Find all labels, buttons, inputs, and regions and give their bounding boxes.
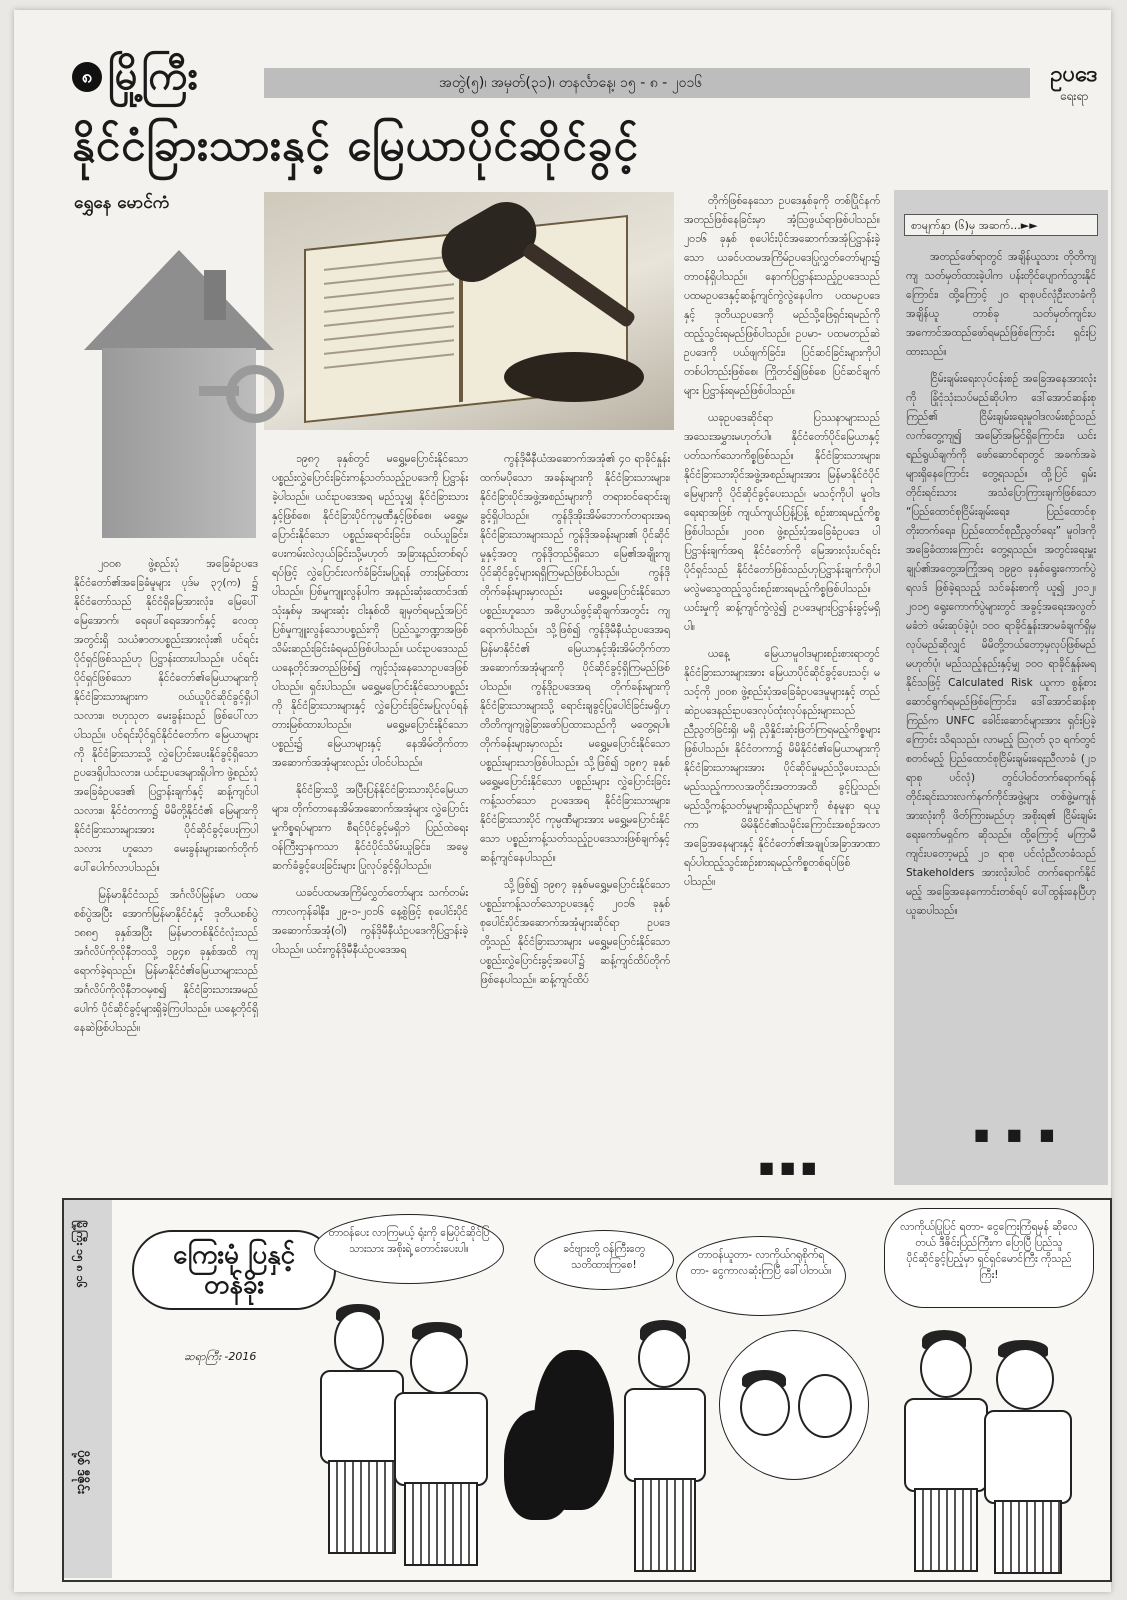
masthead-logo: မြို့ကြီး xyxy=(108,52,196,99)
paragraph: သို့ဖြစ်၍ ၁၉၈၇ ခုနှစ်မရွှေ့မပြောင်းနိုင်သော ပစ္စည်းကန့်သတ်သောဥပဒေနှင့် ၂၀၁၆ ခုနှစ် စုပေါင်းပိုင်အဆောက်အအုံများဆိုင်ရာ ဥပဒေတို့သည် နိုင်ငံခြားသားများ မရွှေ့မပြောင်းနိုင်သော ပစ္စည်းလွှဲပြောင်းခွင့်အပေါ်၌ ဆန့်ကျင်ထိပ်တိုက်ဖြစ်နေပါသည်။ ဆန့်ကျင်ထိပ် xyxy=(480,879,670,986)
cartoon-date: မြို့ကြီး ၁၅ ၈ ၁၆ xyxy=(74,1220,87,1288)
cartoon-artist: ပို့စ် ဒီဇိုင်း xyxy=(74,1450,89,1495)
gavel-book-photo xyxy=(264,192,674,430)
sidebar-end-mark: ■ ■ ■ xyxy=(974,1125,1061,1144)
paragraph: မြန်မာနိုင်ငံသည် အင်္ဂလိပ်မြန်မာ ပထမစစ်ပွဲအပြီး အောက်မြန်မာနိုင်ငံနှင့် ဒုတိယစစ်ပွဲ ၁၈၈၅ ခုနှစ်အပြီး မြန်မာတစ်နိုင်ငံလုံးသည် အင်္ဂလိပ်ကိုလိုနီဘဝသို့ ၁၉၄၈ ခုနှစ်အထိ ကျရောက်ခဲ့ရသည်။ မြန်မာနိုင်ငံ၏မြေယာများသည် အင်္ဂလိပ်ကိုလိုနီဘဝမှစ၍ နိုင်ငံခြားသားအမည်ပေါက် ပိုင်ဆိုင်ခွင့်များရှိခဲ့ကြပါသည်။ ယနေ့တိုင်ရှိနေဆဲဖြစ်ပါသည်။ xyxy=(74,889,258,1034)
article-column-1 xyxy=(74,555,258,1183)
article-end-mark: ■■■ xyxy=(759,1158,823,1177)
article-byline: ရွှေနေ မောင်ကံ xyxy=(74,193,170,213)
section-tag xyxy=(1039,62,1109,106)
sidebar-continued-article xyxy=(894,190,1108,1185)
paragraph: ယခုဥပဒေဆိုင်ရာ ပြဿနာများသည် အသေးအမွှားမဟုတ်ပါ။ နိုင်ငံတော်ပိုင်မြေယာနှင့်ပတ်သက်သောကိစ္စဖြစ်သည်။ နိုင်ငံခြားသားများ၊ နိုင်ငံခြားသားပိုင်အဖွဲ့အစည်းများအား မြန်မာနိုင်ငံပိုင်မြေများကို ပိုင်ဆိုင်ခွင့်ပေးသည်၊ မသင့်ကိုပါ မူဝါဒရေးရာအဖြစ် ကျယ်ကျယ်ပြန့်ပြန့် စဉ်းစားရမည့်ကိစ္စဖြစ်ပါသည်။ ၂၀၀၈ ဖွဲ့စည်းပုံအခြေခံဥပဒေ ပါ ပြဋ္ဌာန်းချက်အရ နိုင်ငံတော်ကို မြေအားလုံးပင်ရင်းပိုင်ရှင်သည် နိုင်ငံတော်ဖြစ်သည်ဟုပြဋ္ဌာန်းချက်ကိုပါ မလွဲမသွေထည့်သွင်းစဉ်းစားရမည့်ကိစ္စဖြစ်ပါသည်။ ယင်းမှုကို ဆန့်ကျင်ကွဲလွဲ၍ ဥပဒေများပြဋ္ဌာန်းခွင့်မရှိပါ။ xyxy=(684,412,880,633)
speech-bubble-4: လာကိုယ်ပြုပြင် ရတာ- ငွေကြေးကြံရမှန် ဆိုလေတယ် ဒီဇိုင်းပြည်ကြီးက ပြောပြီ ပြည်သူ ပိုင်ဆိုင်ခွင့်ပြည့်မှာ ရှင်ရှင်မောင်ကြီး ကိုသည်ကြီး! xyxy=(884,1208,1094,1308)
article-column-2 xyxy=(272,450,468,1183)
paragraph: ငြိမ်းချမ်းရေးလုပ်ငန်းစဉ် အခြေအနေအားလုံးကို ခြုံငုံသုံးသပ်မည်ဆိုပါက ဒေါ်အောင်ဆန်းစုကြည်၏ ငြိမ်းချမ်းရေးမူဝါဒလမ်းစဉ်သည် လက်တွေ့ကျ၍ အမြော်အမြင်ရှိကြောင်း၊ ယင်းရည်ရွယ်ချက်ကို ဖော်ဆောင်ရာတွင် အခက်အခဲများရှိနေကြောင်း တွေ့ရသည်။ ထို့ပြင် ရှမ်းတိုင်းရင်းသား အသံပြောကြားချက်ဖြစ်သော “ပြည်ထောင်စုငြိမ်းချမ်းရေး၊ ပြည်ထောင်စုတိုးတက်ရေး၊ ပြည်ထောင်စုညီညွတ်ရေး” မူဝါဒကို အခြေခံထားကြောင်း တွေ့ရသည်။ အတွင်းရေးမှူးချုပ်၏အတွေ့အကြုံအရ ၁၉၉၀ ခုနှစ်ရွေးကောက်ပွဲရလဒ် ဖြစ်ခဲ့ရသည့် သင်ခန်းစာကို ယူ၍ ၂၀၁၂၊ ၂၀၁၅ ရွေးကောက်ပွဲများတွင် အခွင့်အရေးအလွတ်မခံဘဲ ဖမ်းဆုပ်ခဲ့ပုံ၊ ၁၀၀ ရာခိုင်နှုန်းအာမခံချက်ရှိမှ လုပ်မည်ဆိုလျှင် မိမိတို့ဘယ်တော့မှလုပ်ဖြစ်မည်မဟုတ်ပုံ၊ မည်သည့်နည်းနှင့်မျှ ၁၀၀ ရာခိုင်နှုန်းမရနိုင်သဖြင့် Calculated Risk ယူကာ စွန့်စားဆောင်ရွက်ရမည်ဖြစ်ကြောင်း၊ ဒေါ်အောင်ဆန်းစုကြည်က UNFC ခေါင်းဆောင်များအား ရှင်းပြခဲ့ကြောင်း သိရသည်။ လာမည့် ဩဂုတ် ၃၁ ရက်တွင် စတင်မည့် ပြည်ထောင်စုငြိမ်းချမ်းရေးညီလာခံ (၂၁ ရာစု ပင်လုံ) တွင်ပါဝင်တက်ရောက်ရန် တိုင်းရင်းသားလက်နက်ကိုင်အဖွဲ့များ တစ်ဖွဲ့မကျန်အားလုံးကို ဖိတ်ကြားမည်ဟု အစိုးရ၏ ငြိမ်းချမ်းရေးကော်မရှင်က ဆိုသည်။ ထို့ကြောင့် မကြာမီ ကျင်းပတော့မည့် ၂၁ ရာစု ပင်လုံညီလာခံသည် Stakeholders အားလုံးပါဝင် တက်ရောက်နိုင်မည့် အခြေအနေကောင်းတစ်ရပ် ပေါ်ထွန်းနေပြီဟု ယူဆပါသည်။ xyxy=(906,373,1096,917)
sidebar-text xyxy=(906,248,1096,1148)
section-subtitle: ရေးရာ xyxy=(1059,89,1089,103)
speech-bubble-3: တာဝန်ယူတာ- လာကိုယ်ဂရုစိုက်ရတာ- ငွေကာလဆုံးကြပြီ ခေါ်ပါတယ်။ xyxy=(676,1236,846,1316)
speech-bubble-1: တာဝန်ပေး လာကြမယ့် ရုံးကို မြေပိုင်ဆိုင်ပြသားသား အစိုးရဲ့ တောင်းပေးပါ။ xyxy=(314,1214,504,1284)
cartoon-title: ကြေးမုံ ပြနှင့် တန်ခိုး xyxy=(132,1230,336,1310)
paragraph: ၁၉၈၇ ခုနှစ်တွင် မရွှေ့မပြောင်းနိုင်သော ပစ္စည်းလွှဲပြောင်းခြင်းကန့်သတ်သည့်ဥပဒေကို ပြဋ္ဌာန်းခဲ့ပါသည်။ ယင်းဥပဒေအရ မည်သူမျှ နိုင်ငံခြားသားနှင့်ဖြစ်စေ၊ နိုင်ငံခြားပိုင်ကုမ္ပဏီနှင့်ဖြစ်စေ၊ မရွှေ့မပြောင်းနိုင်သော ပစ္စည်းရောင်းခြင်း၊ ဝယ်ယူခြင်း၊ ပေးကမ်းလဲလှယ်ခြင်းသို့မဟုတ် အခြားနည်းတစ်ရပ်ရပ်ဖြင့် လွှဲပြောင်းလက်ခံခြင်းမပြုရန် တားမြစ်ထားပါသည်။ ပြစ်မှုကျူးလွန်ပါက အနည်းဆုံးထောင်ဒဏ် သုံးနှစ်မှ အများဆုံး ငါးနှစ်ထိ ချမှတ်ရမည့်အပြင် ပြစ်မှုကျူးလွန်သောပစ္စည်းကို ပြည်သူ့ဘဏ္ဍာအဖြစ် သိမ်းဆည်းခြင်းခံရမည်ဖြစ်ပါသည်။ ယင်းဥပဒေသည် ယနေ့တိုင်အတည်ဖြစ်၍ ကျင့်သုံးနေသောဥပဒေဖြစ်ပါသည်။ ရှင်းပါသည်။ မရွှေ့မပြောင်းနိုင်သောပစ္စည်းကို နိုင်ငံခြားသားများနှင့် လွှဲပြောင်းခြင်းမပြုလုပ်ရန် တားမြစ်ထားပါသည်။ မရွှေ့မပြောင်းနိုင်သော ပစ္စည်း၌ မြေယာများနှင့် နေအိမ်တိုက်တာအဆောက်အအုံများလည်း ပါဝင်ပါသည်။ xyxy=(272,453,468,769)
speech-bubble-2: ခင်ဗျားတို့ ဝန်ကြီးတွေ သတိထားကြစေ! xyxy=(534,1230,674,1290)
paragraph: တိုက်ဖြစ်နေသော ဥပဒေနှစ်ခုကို တစ်ပြိုင်နက်အတည်ဖြစ်နေခြင်းမှာ အံ့သြဖွယ်ရာဖြစ်ပါသည်။ ၂၀၁၆ ခုနှစ် စုပေါင်းပိုင်အဆောက်အအုံပြဋ္ဌာန်းခဲ့သော ယခင်ပထမအကြိမ်ဥပဒေပြုလွှတ်တော်များ၌ တာဝန်ရှိပါသည်။ နောက်ပြဋ္ဌာန်းသည့်ဥပဒေသည် ပထမဥပဒေနှင့်ဆန့်ကျင်ကွဲလွဲနေပါက ပထမဥပဒေနှင့် ဒုတိယဥပဒေကို မည်သို့ဖြေရှင်းရမည်ကို ထည့်သွင်းရမည်ဖြစ်ပါသည်။ ဥပမာ- ပထမတည်ဆဲဥပဒေကို ပယ်ဖျက်ခြင်း၊ ပြင်ဆင်ခြင်းများကိုပါ တစ်ပါတည်းဖြစ်စေ၊ ကြိုတင်၍ဖြစ်စေ ပြင်ဆင်ချက်များ ပြဋ္ဌာန်းရမည်ဖြစ်ပါသည်။ xyxy=(684,195,880,397)
paragraph: ယနေ့ မြေယာမူဝါဒများစဉ်းစားရာတွင် နိုင်ငံခြားသားများအား မြေယာပိုင်ဆိုင်ခွင့်ပေးသင့်၊ မသင့်ကို ၂၀၀၈ ဖွဲ့စည်းပုံအခြေခံဥပဒေမူများနှင့် တည်ဆဲဥပဒေနည်းဥပဒေလုပ်ထုံးလုပ်နည်းများသည် ညီညွတ်ခြင်းရှိ၊ မရှိ ညှိနှိုင်းဆုံးဖြတ်ကြရမည့်ကိစ္စများဖြစ်ပါသည်။ နိုင်ငံတကာ၌ မိမိနိုင်ငံ၏မြေယာများကို နိုင်ငံခြားသားများအား ပိုင်ဆိုင်မှုမည်သို့ပေးသည်၊ မည်သည့်ကာလအတိုင်းအတာအထိ ခွင့်ပြုသည်၊ မည်သို့ကန့်သတ်မှုများရှိသည်များကို စံနမူနာ ရယူကာ မိမိနိုင်ငံ၏သမိုင်းကြောင်းအစဉ်အလာအခြေအနေများနှင့် နိုင်ငံတော်၏အချုပ်အခြာအာဏာရပ်ပါထည့်သွင်းစဉ်းစားရမည့်ကိစ္စတစ်ရပ်ဖြစ်ပါသည်။ xyxy=(684,648,880,888)
newspaper-page xyxy=(14,10,1111,1592)
paragraph: အတည်ဖော်ရာတွင် အချိန်ယူသား တိုတိကျကျ သတ်မှတ်ထားခဲ့ပါက ပန်းတိုင်ပျောက်သွားနိုင်ကြောင်း၊ ထို့ကြောင့် ၂၀ ရာစုပင်လုံဦးလာခံကို အချိန်ယူ တာစ်ခု သတ်မှတ်ကျင်းပအကောင်အထည်ဖော်ရမည်ဖြစ်ကြောင်း ရှင်းပြထားသည်။ xyxy=(906,251,1096,358)
date-bar xyxy=(264,68,1030,98)
continued-from-label: စာမျက်နှာ (၆)မှ အဆက်...►► xyxy=(904,214,1098,236)
section-title: ဥပဒေ xyxy=(1050,62,1098,87)
article-column-4 xyxy=(684,192,880,1164)
page-number: ၈ xyxy=(72,62,102,92)
article-headline: နိုင်ငံခြားသားနှင့် မြေယာပိုင်ဆိုင်ခွင့် xyxy=(72,120,639,171)
date-line: အတွဲ(၅)၊ အမှတ်(၃၁)၊ တနင်္လာနေ့၊ ၁၅ - ၈ - ၂၀၁၆ xyxy=(439,75,703,91)
article-column-3 xyxy=(480,450,670,1183)
cartoon-strip xyxy=(62,1198,1112,1582)
cartoonist-signature: ဆရာကြီး -2016 xyxy=(184,1350,257,1363)
paragraph: ယခင်ပထမအကြိမ်လွှတ်တော်များ သက်တမ်းကာလကုန်ခါနီး၊ ၂၉-၁-၂၀၁၆ နေ့စွဲဖြင့် စုပေါင်းပိုင်အဆောက်အအုံ(ဝါ) ကွန်ဒိုမီနီယံဥပဒေကိုပြဋ္ဌာန်းခဲ့ပါသည်။ ယင်းကွန်ဒိုမီနီယံဥပဒေအရ xyxy=(272,887,468,956)
paragraph: နိုင်ငံခြားသို့ အပြီးပြန်နိုင်ငံခြားသားပိုင်မြေယာများ၊ တိုက်တာနေအိမ်အဆောက်အအုံများ လွှဲပြောင်းမှုကိစ္စရပ်များက စီရင်ပိုင်ခွင့်မရှိဘဲ ပြည်ထဲရေးဝန်ကြီးဌာနကသာ နိုင်ငံပိုင်သိမ်းယူခြင်း၊ အမွေဆက်ခံခွင့်ပေးခြင်းများ ပြုလုပ်ခွင့်ရှိပါသည်။ xyxy=(272,784,468,872)
key-icon xyxy=(226,365,284,423)
paragraph: ၂၀၀၈ ဖွဲ့စည်းပုံ အခြေခံဥပဒေ နိုင်ငံတော်၏အခြေခံမူများ ပုဒ်မ ၃၇(က) ၌ နိုင်ငံတော်သည် နိုင်ငံရှိမြေအားလုံး၊ မြေပေါ်မြေအောက်၊ ရေပေါ်ရေအောက်နှင့် လေထုအတွင်းရှိ သယံဇာတပစ္စည်းအားလုံး၏ ပင်ရင်းပိုင်ရှင်ဖြစ်သည်ဟု ပြဋ္ဌာန်းထားပါသည်။ ပင်ရင်းပိုင်ရှင်ဖြစ်သော နိုင်ငံတော်၏မြေယာများကို နိုင်ငံခြားသားများက ဝယ်ယူပိုင်ဆိုင်ခွင့်ရှိပါသလား။ ဗဟုသုတ မေးခွန်းသည် ဖြစ်ပေါ်လာပါသည်။ ပင်ရင်းပိုင်ရှင်နိုင်ငံတော်က မြေယာများကို နိုင်ငံခြားသားသို့ လွှဲပြောင်းပေးနိုင်ခွင့်ရှိသော ဥပဒေရှိပါသလား။ ယင်းဥပဒေများရှိပါက ဖွဲ့စည်းပုံအခြေခံဥပဒေ၏ ပြဋ္ဌာန်းချက်နှင့် ဆန့်ကျင်ပါသလား။ နိုင်ငံတကာ၌ မိမိတို့နိုင်ငံ၏ မြေများကို နိုင်ငံခြားသားများအား ပိုင်ဆိုင်ခွင့်ပေးကြပါသလား ဟူသော မေးခွန်းများဆက်တိုက်ပေါ်ပေါက်လာပါသည်။ xyxy=(74,558,258,874)
money-bag-icon xyxy=(504,1410,574,1520)
cartoon-side-strip xyxy=(64,1200,112,1578)
paragraph: ကွန်ဒိုမီနီယံအဆောက်အအုံ၏ ၄၀ ရာခိုင်နှုန်းထက်မပိုသော အခန်းများကို နိုင်ငံခြားသားများ၊ နိုင်ငံခြားပိုင်အဖွဲ့အစည်းများကို တရားဝင်ရောင်းချခွင့်ရှိပါသည်။ ကွန်ဒိုအိုးအိမ်ဘောက်တရားအရ နိုင်ငံခြားသားများသည် ကွန်ဒိုအခန်းများ၏ ပိုင်ဆိုင်မှုနှင့်အတူ ကွန်ဒိုတည်ရှိသော မြေ၏အချိုးကျပိုင်ဆိုင်ခွင့်များရရှိကြမည်ဖြစ်ပါသည်။ ကွန်ဒိုတိုက်ခန်းများမှာလည်း မရွှေ့မပြောင်းနိုင်သော ပစ္စည်းဟူသော အဓိပ္ပာယ်ဖွင့်ဆိုချက်အတွင်း ကျရောက်ပါသည်။ သို့ဖြစ်၍ ကွန်ဒိုမီနီယံဥပဒေအရ မြန်မာနိုင်ငံ၏ မြေယာနှင့်အိုးအိမ်တိုက်တာအဆောက်အအုံများကို ပိုင်ဆိုင်ခွင့်ရှိကြမည်ဖြစ်ပါသည်။ ကွန်ဒိုဥပဒေအရ တိုက်ခန်းများကို နိုင်ငံခြားသားများသို့ ရောင်းချခွင့်ပြုပေါင်ခြင်းမရှိဟု တိတိကျကျခွဲခြားဖော်ပြထားသည်ကို မတွေ့ရပါ။ တိုက်ခန်းများမှာလည်း မရွှေ့မပြောင်းနိုင်သော ပစ္စည်းများသာဖြစ်ပါသည်။ သို့ဖြစ်၍ ၁၉၈၇ ခုနှစ် မရွှေ့မပြောင်းနိုင်သော ပစ္စည်းများ လွှဲပြောင်းခြင်းကန့်သတ်သော ဥပဒေအရ နိုင်ငံခြားသားများ၊ နိုင်ငံခြားသားပိုင် ကုမ္ပဏီများအား မရွှေ့မပြောင်းနိုင်သော ပစ္စည်းကန့်သတ်သည့်ဥပဒေသားဖြစ်ချက်နှင့် ဆန့်ကျင်နေပါသည်။ xyxy=(480,453,670,864)
